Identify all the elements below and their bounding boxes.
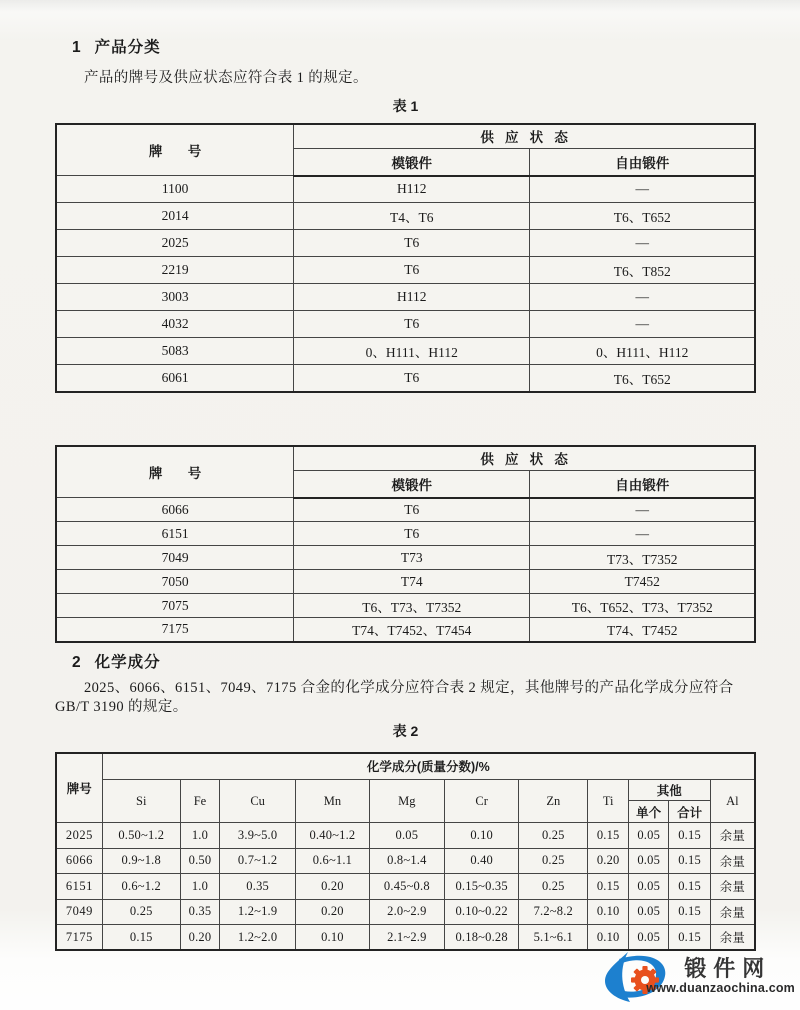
table-cell: 0.15 <box>669 925 710 951</box>
table-cell: 0.15 <box>669 899 710 925</box>
table-cell: T6、T852 <box>530 257 755 284</box>
table-cell: T6 <box>294 311 530 338</box>
section-1-title: 产品分类 <box>94 39 161 56</box>
table-cell: 7049 <box>56 546 294 570</box>
table-2-composition-header: 化学成分(质量分数)/% <box>102 753 755 780</box>
table-cell: 0.50 <box>180 848 219 874</box>
table-row <box>56 338 755 365</box>
table-cell: 0.10 <box>296 925 369 951</box>
table-row <box>56 899 755 925</box>
table-cell: 7175 <box>56 925 102 951</box>
table-cell: 0.05 <box>628 899 669 925</box>
table-row <box>56 546 755 570</box>
table-1-header-row <box>56 124 755 149</box>
table-2-elements-row <box>56 780 755 801</box>
table-cell: T4、T6 <box>294 203 530 230</box>
table-row <box>56 498 755 522</box>
logo-text-block <box>646 957 795 996</box>
table-row <box>56 203 755 230</box>
table-2-zn-header: Zn <box>519 780 588 823</box>
table-1-grade-header: 牌 号 <box>56 124 294 176</box>
table-1b-header-row <box>56 446 755 471</box>
table-1 <box>55 123 756 393</box>
table-cell: T6 <box>294 257 530 284</box>
table-2-si-header: Si <box>102 780 180 823</box>
table-cell: 0.25 <box>102 899 180 925</box>
table-2-grade-header: 牌号 <box>56 753 102 823</box>
table-row <box>56 365 755 392</box>
table-cell: T6 <box>294 522 530 546</box>
table-cell: 0.15 <box>588 823 629 849</box>
table-cell: 0.40 <box>445 848 519 874</box>
table-cell: 3003 <box>56 284 294 311</box>
table-1-body <box>56 176 755 392</box>
table-2-cu-header: Cu <box>220 780 296 823</box>
table-cell: — <box>530 498 755 522</box>
table-cell: T74、T7452、T7454 <box>294 618 530 642</box>
table-cell: 1.2~2.0 <box>220 925 296 951</box>
table-cell: 0.7~1.2 <box>220 848 296 874</box>
table-cell: 0.18~0.28 <box>445 925 519 951</box>
table-row <box>56 284 755 311</box>
table-cell: 5.1~6.1 <box>519 925 588 951</box>
table-cell: 0.25 <box>519 874 588 900</box>
table-cell: T74 <box>294 570 530 594</box>
table-cell: 余量 <box>710 874 755 900</box>
table-row <box>56 925 755 951</box>
table-cell: 2025 <box>56 230 294 257</box>
table-cell: 7175 <box>56 618 294 642</box>
table-cell: T6、T652 <box>530 203 755 230</box>
table-row <box>56 823 755 849</box>
section-2-title: 化学成分 <box>94 653 161 671</box>
table-cell: 2025 <box>56 823 102 849</box>
table-2-other-total-header: 合计 <box>669 801 710 823</box>
table-1b-grade-header: 牌 号 <box>56 446 294 498</box>
table-2-mg-header: Mg <box>369 780 444 823</box>
table-cell: 0.35 <box>180 899 219 925</box>
table-cell: 余量 <box>710 848 755 874</box>
table-cell: T6、T652、T73、T7352 <box>530 594 755 618</box>
table-cell: H112 <box>294 176 530 203</box>
table-cell: 0.45~0.8 <box>369 874 444 900</box>
table-cell: 0.05 <box>369 823 444 849</box>
table-cell: 0.05 <box>628 848 669 874</box>
table-cell: T6 <box>294 365 530 392</box>
table-1b-free-forging-header: 自由锻件 <box>530 471 755 498</box>
table-cell: 0.50~1.2 <box>102 823 180 849</box>
table-cell: 0.15 <box>669 823 710 849</box>
table-row <box>56 311 755 338</box>
table-cell: 0.8~1.4 <box>369 848 444 874</box>
table-cell: 1.0 <box>180 823 219 849</box>
table-1-free-forging-header: 自由锻件 <box>530 149 755 176</box>
section-2-heading <box>72 653 756 673</box>
table-cell: 1100 <box>56 176 294 203</box>
table-cell: H112 <box>294 284 530 311</box>
table-cell: 6151 <box>56 874 102 900</box>
table-row <box>56 618 755 642</box>
table-cell: 0.10 <box>588 899 629 925</box>
table-cell: 0、H111、H112 <box>530 338 755 365</box>
table-2-fe-header: Fe <box>180 780 219 823</box>
table-cell: 2.1~2.9 <box>369 925 444 951</box>
table-cell: 0.10~0.22 <box>445 899 519 925</box>
table-1b-body <box>56 498 755 642</box>
table-cell: 0.15~0.35 <box>445 874 519 900</box>
table-cell: — <box>530 176 755 203</box>
table-cell: 6061 <box>56 365 294 392</box>
table-row <box>56 257 755 284</box>
table-cell: 0、H111、H112 <box>294 338 530 365</box>
table-cell: 7.2~8.2 <box>519 899 588 925</box>
table-cell: 0.9~1.8 <box>102 848 180 874</box>
table-1b-die-forging-header: 模锻件 <box>294 471 530 498</box>
table-2-caption: 表 2 <box>392 722 419 739</box>
table-cell: 0.6~1.1 <box>296 848 369 874</box>
table-cell: 3.9~5.0 <box>220 823 296 849</box>
table-cell: 1.0 <box>180 874 219 900</box>
table-cell: 0.25 <box>519 848 588 874</box>
table-cell: 2.0~2.9 <box>369 899 444 925</box>
table-cell: 0.15 <box>102 925 180 951</box>
table-cell: 余量 <box>710 925 755 951</box>
table-cell: 1.2~1.9 <box>220 899 296 925</box>
section-1-heading <box>72 38 756 58</box>
table-row <box>56 230 755 257</box>
table-2-cr-header: Cr <box>445 780 519 823</box>
table-row <box>56 874 755 900</box>
table-cell: 2219 <box>56 257 294 284</box>
section-1-text: 产品的牌号及供应状态应符合表 1 的规定。 <box>84 70 368 86</box>
table-1b-supply-header: 供 应 状 态 <box>294 446 755 471</box>
table-cell: 0.25 <box>519 823 588 849</box>
table-2-mn-header: Mn <box>296 780 369 823</box>
table-1-continued <box>55 445 756 643</box>
table-cell: 0.40~1.2 <box>296 823 369 849</box>
table-cell: 余量 <box>710 823 755 849</box>
table-row <box>56 848 755 874</box>
table-1-die-forging-header: 模锻件 <box>294 149 530 176</box>
table-cell: 0.20 <box>588 848 629 874</box>
table-cell: 0.15 <box>588 874 629 900</box>
table-2-al-header: Al <box>710 780 755 823</box>
section-1-number: 1 <box>72 39 81 56</box>
table-cell: 4032 <box>56 311 294 338</box>
table-2-header-row <box>56 753 755 780</box>
table-row <box>56 522 755 546</box>
table-2-body <box>56 823 755 951</box>
table-cell: T73、T7352 <box>530 546 755 570</box>
table-row <box>56 570 755 594</box>
table-cell: 0.35 <box>220 874 296 900</box>
table-cell: 7050 <box>56 570 294 594</box>
logo-site-name: 锻件网 <box>684 955 772 981</box>
table-cell: — <box>530 230 755 257</box>
table-cell: 6066 <box>56 498 294 522</box>
table-cell: 0.20 <box>296 874 369 900</box>
table-cell: T73 <box>294 546 530 570</box>
table-cell: 2014 <box>56 203 294 230</box>
site-watermark-logo <box>594 949 795 1003</box>
table-cell: 0.05 <box>628 874 669 900</box>
table-2-other-single-header: 单个 <box>628 801 669 823</box>
table-cell: 0.15 <box>669 848 710 874</box>
table-cell: T6、T652 <box>530 365 755 392</box>
table-cell: 7049 <box>56 899 102 925</box>
table-row <box>56 176 755 203</box>
table-cell: 6066 <box>56 848 102 874</box>
table-row <box>56 594 755 618</box>
table-cell: 0.20 <box>296 899 369 925</box>
table-cell: 0.10 <box>588 925 629 951</box>
table-cell: 0.10 <box>445 823 519 849</box>
table-1-supply-header: 供 应 状 态 <box>294 124 755 149</box>
table-2-ti-header: Ti <box>588 780 629 823</box>
table-cell: 0.05 <box>628 823 669 849</box>
table-cell: T7452 <box>530 570 755 594</box>
table-cell: 0.05 <box>628 925 669 951</box>
table-cell: T74、T7452 <box>530 618 755 642</box>
table-cell: 5083 <box>56 338 294 365</box>
section-2-text: 2025、6066、6151、7049、7175 合金的化学成分应符合表 2 规定，其他牌号的产品化学成分应符合 GB/T 3190 的规定。 <box>55 679 734 715</box>
logo-site-url: www.duanzaochina.com <box>646 980 795 995</box>
table-cell: 0.6~1.2 <box>102 874 180 900</box>
table-cell: — <box>530 522 755 546</box>
table-cell: — <box>530 311 755 338</box>
table-cell: 余量 <box>710 899 755 925</box>
table-cell: 6151 <box>56 522 294 546</box>
section-2-number: 2 <box>72 653 81 671</box>
table-cell: 0.15 <box>669 874 710 900</box>
table-cell: T6 <box>294 498 530 522</box>
table-cell: T6 <box>294 230 530 257</box>
table-cell: T6、T73、T7352 <box>294 594 530 618</box>
table-2 <box>55 752 756 952</box>
table-1-caption: 表 1 <box>392 97 419 114</box>
table-2-other-header: 其他 <box>628 780 710 801</box>
table-cell: 7075 <box>56 594 294 618</box>
table-cell: — <box>530 284 755 311</box>
table-cell: 0.20 <box>180 925 219 951</box>
